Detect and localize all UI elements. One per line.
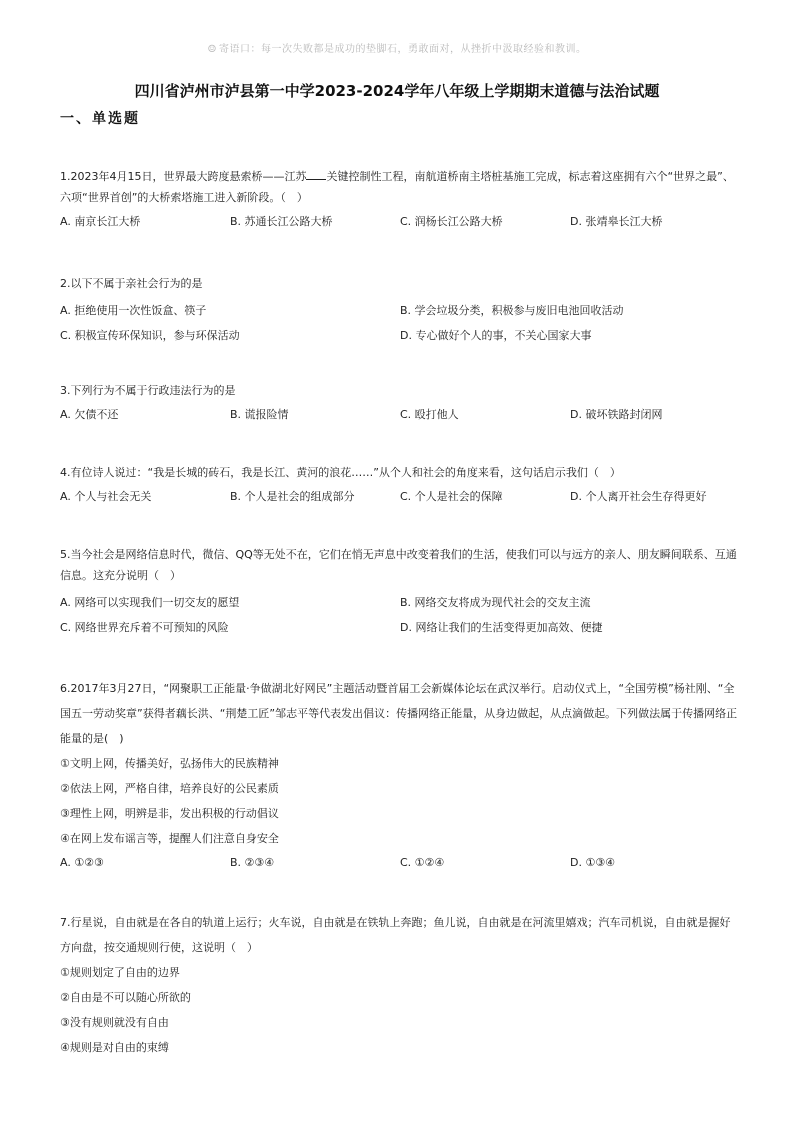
question-stem [60, 166, 740, 208]
question-3 [60, 380, 740, 425]
option-c[interactable]: C. 积极宣传环保知识，参与环保活动 [60, 329, 240, 342]
options [60, 212, 740, 232]
question-6 [60, 676, 740, 873]
option-c[interactable]: C. 个人是社会的保障 [400, 490, 503, 503]
option-a[interactable]: A. 南京长江大桥 [60, 215, 141, 228]
option-d[interactable]: D. 个人离开社会生存得更好 [570, 490, 707, 503]
options [60, 590, 740, 640]
question-stem: 7.行星说，自由就是在各自的轨道上运行；火车说，自由就是在铁轨上奔跑；鱼儿说，自由就是在河流里嬉戏；汽车司机说，自由就是握好方向盘，按交通规则行使，这说明（ ） [60, 916, 731, 954]
section-heading: 一、单选题 [60, 111, 140, 127]
stem-part-b: 关键控制性工程，南航道桥南主塔桩基施工完成，标志着这座拥有六个“世界之最”、六项“世界首创”的大桥索塔施工进入新阶段。（ ） [60, 170, 734, 204]
option-d[interactable]: D. 破坏铁路封闭网 [570, 408, 663, 421]
option-c[interactable]: C. 润杨长江公路大桥 [400, 215, 503, 228]
question-1 [60, 166, 740, 232]
statement-3: ③理性上网，明辨是非，发出积极的行动倡议 [60, 807, 279, 820]
statement-2: ②依法上网，严格自律，培养良好的公民素质 [60, 782, 279, 795]
option-b[interactable]: B. 谎报险情 [230, 408, 289, 421]
question-stem: 2.以下不属于亲社会行为的是 [60, 277, 203, 290]
option-d[interactable]: D. ①③④ [570, 856, 616, 869]
option-d[interactable]: D. 专心做好个人的事，不关心国家大事 [400, 329, 592, 342]
motto-text: 寄语口：每一次失败都是成功的垫脚石，勇敢面对，从挫折中汲取经验和教训。 [218, 44, 587, 55]
option-b[interactable]: B. 个人是社会的组成部分 [230, 490, 355, 503]
question-7 [60, 910, 740, 1060]
option-a[interactable]: A. ①②③ [60, 856, 104, 869]
statement-3: ③没有规则就没有自由 [60, 1016, 169, 1029]
options [60, 405, 740, 425]
option-c[interactable]: C. 殴打他人 [400, 408, 459, 421]
statement-1: ①规则划定了自由的边界 [60, 966, 180, 979]
question-2 [60, 273, 740, 348]
option-c[interactable]: C. 网络世界充斥着不可预知的风险 [60, 621, 229, 634]
option-b[interactable]: B. ②③④ [230, 856, 275, 869]
statement-4: ④在网上发布谣言等，提醒人们注意自身安全 [60, 832, 279, 845]
option-b[interactable]: B. 学会垃圾分类，积极参与废旧电池回收活动 [400, 304, 624, 317]
option-b[interactable]: B. 苏通长江公路大桥 [230, 215, 333, 228]
question-stem: 4.有位诗人说过：“我是长城的砖石，我是长江、黄河的浪花……”从个人和社会的角度来看，这句话启示我们（ ） [60, 466, 621, 479]
option-a[interactable]: A. 欠债不还 [60, 408, 119, 421]
smile-icon: ☺ [207, 44, 217, 55]
option-a[interactable]: A. 拒绝使用一次性饭盒、筷子 [60, 304, 207, 317]
question-stem: 5.当今社会是网络信息时代，微信、QQ等无处不在，它们在悄无声息中改变着我们的生活，使我们可以与远方的亲人、朋友瞬间联系、互通信息。这充分说明（ ） [60, 548, 737, 582]
statement-2: ②自由是不可以随心所欲的 [60, 991, 191, 1004]
stem-part-a: 1.2023年4月15日，世界最大跨度悬索桥——江苏 [60, 170, 307, 183]
fill-blank [306, 169, 326, 180]
option-d[interactable]: D. 张靖皋长江大桥 [570, 215, 663, 228]
motto-header [0, 40, 794, 55]
option-b[interactable]: B. 网络交友将成为现代社会的交友主流 [400, 596, 591, 609]
options [60, 298, 740, 348]
option-a[interactable]: A. 个人与社会无关 [60, 490, 152, 503]
option-d[interactable]: D. 网络让我们的生活变得更加高效、便捷 [400, 621, 603, 634]
question-stem: 6.2017年3月27日，“网聚职工正能量·争做湖北好网民”主题活动暨首届工会新媒体论坛在武汉举行。启动仪式上，“全国劳模”杨社刚、“全国五一劳动奖章”获得者藕长洪、“荆楚工匠”邹志平等代表发出倡议：传播网络正能量，从身边做起，从点滴做起。下列做法属于传播网络正能量的是( ) [60, 682, 738, 745]
options [60, 487, 740, 507]
question-stem: 3.下列行为不属于行政违法行为的是 [60, 384, 236, 397]
statement-1: ①文明上网，传播美好，弘扬伟大的民族精神 [60, 757, 279, 770]
question-5 [60, 544, 740, 640]
question-4 [60, 462, 740, 507]
statement-4: ④规则是对自由的束缚 [60, 1041, 169, 1054]
option-a[interactable]: A. 网络可以实现我们一切交友的愿望 [60, 596, 240, 609]
page-title: 四川省泸州市泸县第一中学2023-2024学年八年级上学期期末道德与法治试题 [134, 82, 660, 100]
option-c[interactable]: C. ①②④ [400, 856, 445, 869]
options [60, 853, 740, 873]
